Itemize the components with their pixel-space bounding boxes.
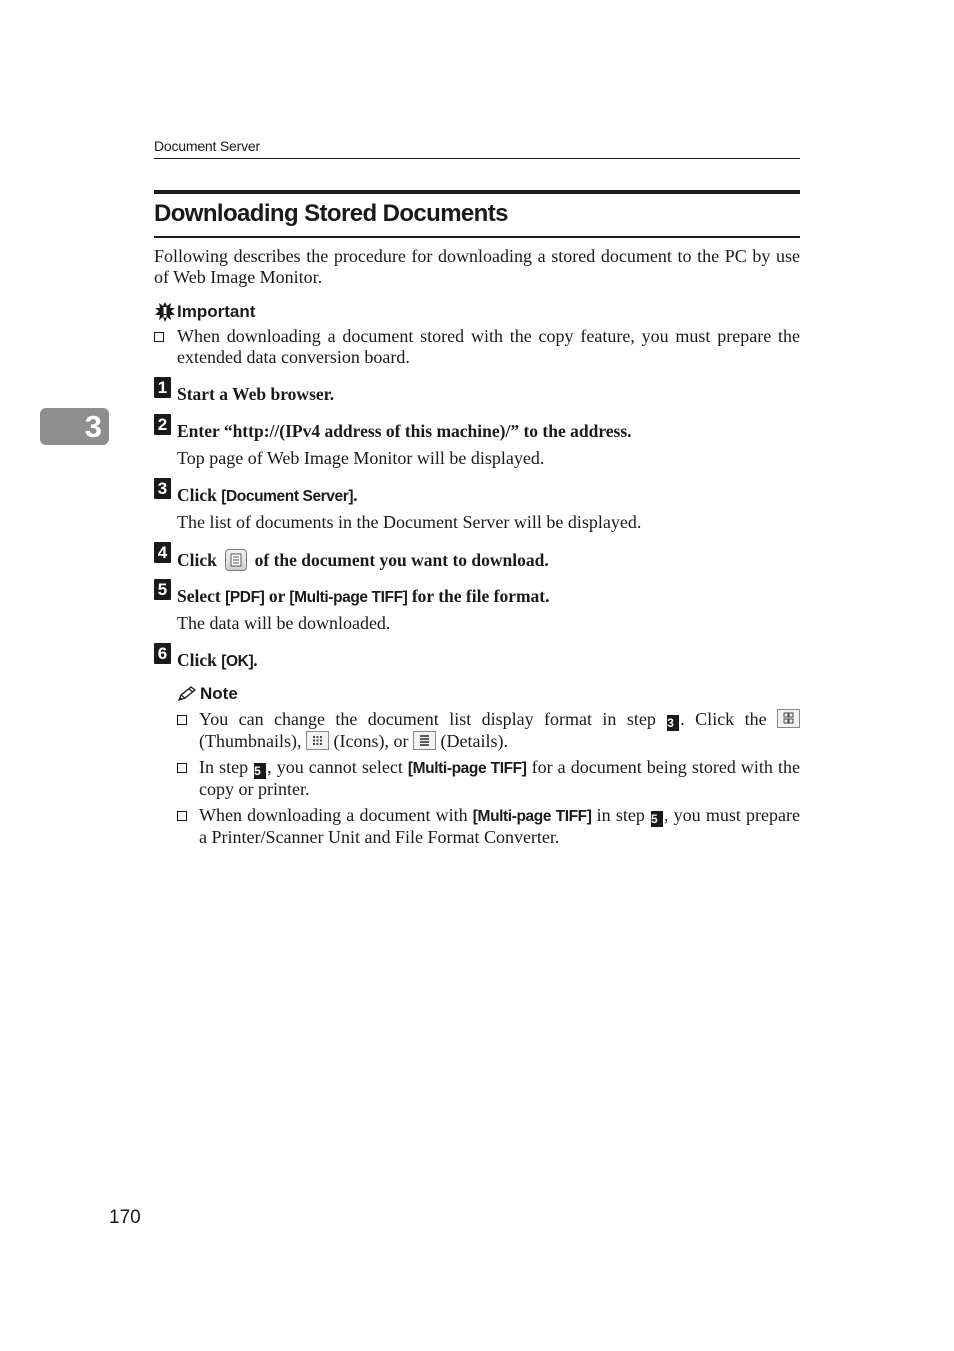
step-1-title: Start a Web browser. [177,384,335,404]
important-label: Important [177,302,256,321]
multipage-tiff-label: [Multi-page TIFF] [407,760,527,777]
important-item [154,326,800,368]
details-view-icon [413,731,436,750]
running-head: Document Server [154,138,260,154]
step-number-2: 2 [154,414,171,435]
step-4-title: Click of the document you want to download. [177,549,549,570]
step-number-6: 6 [154,643,171,664]
important-item-text: When downloading a document stored with the copy feature, you must prepare the extended data conversion board. [177,326,800,367]
step-ref-icon: 5 [651,811,663,827]
step-6-title: Click [OK]. [177,650,258,670]
note-heading [177,684,238,704]
step-5-description: The data will be downloaded. [177,613,391,633]
step-2-description: Top page of Web Image Monitor will be displayed. [177,448,545,468]
step-3-description: The list of documents in the Document Server will be displayed. [177,512,642,532]
title-rule-bottom [154,236,800,238]
important-icon [154,302,176,322]
step-number-5: 5 [154,579,171,600]
title-rule-top [154,190,800,194]
pdf-button-label: [PDF] [225,589,265,606]
details-document-icon [225,549,247,571]
note-label: Note [200,684,238,703]
chapter-number: 3 [84,409,102,444]
step-number-3: 3 [154,478,171,499]
checkbox-bullet-icon [154,332,164,342]
intro-paragraph: Following describes the procedure for downloading a stored document to the PC by use of Web Image Monitor. [154,246,800,287]
step-ref-icon: 3 [667,715,679,731]
thumbnails-view-icon [777,709,800,728]
note-item-1: You can change the document list display format in step 3 . Click the (Thumbnails), (Icons), or (Details). [177,709,800,752]
pencil-icon [177,686,197,702]
icons-view-icon [306,731,329,750]
step-number-4: 4 [154,542,171,563]
multipage-tiff-label: [Multi-page TIFF] [472,808,592,825]
section-title: Downloading Stored Documents [154,200,508,227]
note-item-3: When downloading a document with [Multi-page TIFF] in step 5 , you must prepare a Printer/Scanner Unit and File Format Converter. [177,805,800,848]
important-heading [154,302,255,322]
header-rule [154,158,800,159]
document-server-button-label: [Document Server] [221,488,354,505]
ok-button-label: [OK] [221,653,254,670]
checkbox-bullet-icon [177,763,187,773]
step-ref-icon: 5 [254,763,266,779]
step-number-1: 1 [154,377,171,398]
multipage-tiff-button-label: [Multi-page TIFF] [289,589,408,606]
step-5-title: Select [PDF] or [Multi-page TIFF] for the file format. [177,586,550,606]
checkbox-bullet-icon [177,715,187,725]
step-2-title: Enter “http://(IPv4 address of this machine)/” to the address. [177,421,632,441]
checkbox-bullet-icon [177,811,187,821]
step-3-title: Click [Document Server]. [177,485,358,505]
note-item-2: In step 5 , you cannot select [Multi-page TIFF] for a document being stored with the copy or printer. [177,757,800,800]
page-number: 170 [109,1207,141,1228]
chapter-tab [40,408,109,445]
